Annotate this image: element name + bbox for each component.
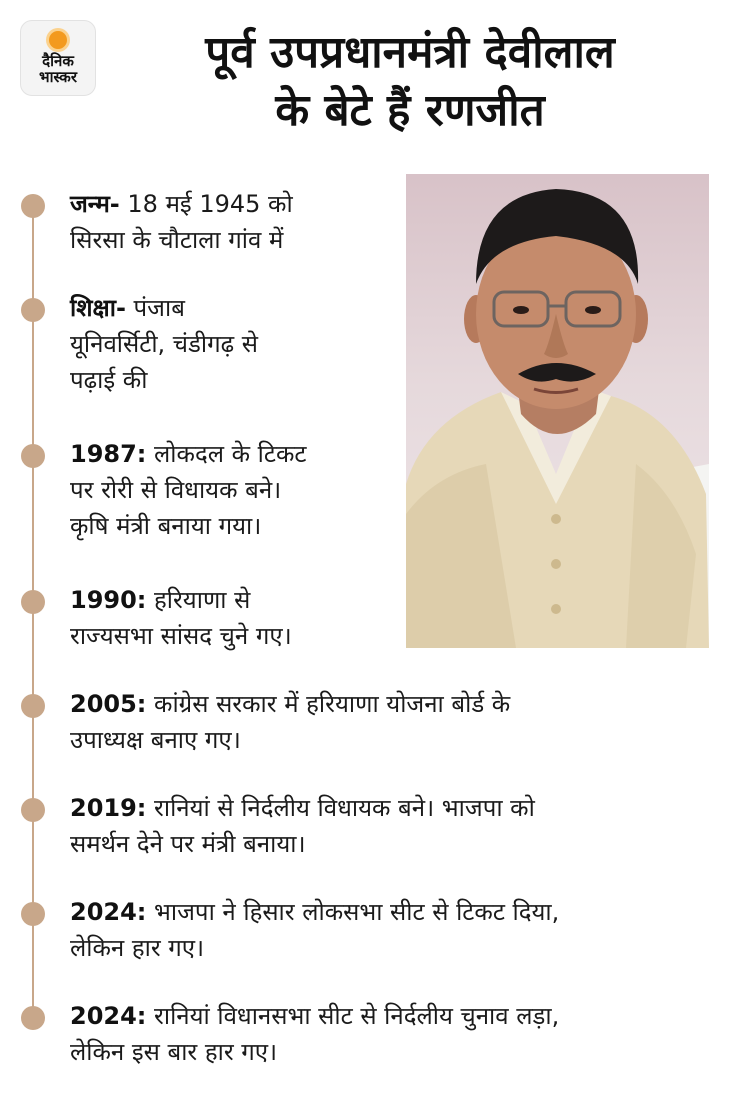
timeline-label: 1990:: [70, 586, 147, 614]
dainik-bhaskar-logo: [20, 20, 96, 96]
timeline-desc: लोकदल के टिकट: [146, 440, 307, 468]
timeline-desc-cont: यूनिवर्सिटी, चंडीगढ़ से: [70, 330, 258, 358]
portrait-photo: [406, 174, 709, 648]
timeline-dot: [21, 194, 45, 218]
timeline-label: 1987:: [70, 440, 147, 468]
timeline-desc: कांग्रेस सरकार में हरियाणा योजना बोर्ड के: [146, 690, 511, 718]
timeline-label: 2019:: [70, 794, 147, 822]
portrait-illustration: [406, 174, 709, 648]
timeline-dot: [21, 1006, 45, 1030]
timeline-text: [70, 686, 710, 758]
timeline-dot: [21, 590, 45, 614]
timeline-desc-cont: लेकिन हार गए।: [70, 934, 205, 962]
timeline-desc: हरियाणा से: [146, 586, 251, 614]
timeline-desc-cont: पढ़ाई की: [70, 366, 148, 394]
timeline-desc-cont: उपाध्यक्ष बनाए गए।: [70, 726, 241, 754]
timeline-text: [70, 894, 710, 966]
timeline-dot: [21, 298, 45, 322]
timeline-desc: 18 मई 1945 को: [119, 190, 293, 218]
title-line2: के बेटे हैं रणजीत: [275, 85, 545, 136]
timeline-desc-cont: राज्यसभा सांसद चुने गए।: [70, 622, 292, 650]
logo-text-line1: दैनिक: [42, 52, 74, 70]
timeline-dot: [21, 694, 45, 718]
timeline-desc-cont: कृषि मंत्री बनाया गया।: [70, 512, 262, 540]
timeline-label: 2024:: [70, 1002, 147, 1030]
timeline-dot: [21, 798, 45, 822]
sun-icon: [49, 31, 67, 49]
timeline-dot: [21, 902, 45, 926]
timeline-text: [70, 998, 710, 1070]
timeline-label: जन्म-: [70, 190, 120, 218]
timeline-text: [70, 186, 390, 258]
timeline-desc-cont: सिरसा के चौटाला गांव में: [70, 226, 284, 254]
timeline-desc-cont: लेकिन इस बार हार गए।: [70, 1038, 278, 1066]
timeline-desc: भाजपा ने हिसार लोकसभा सीट से टिकट दिया,: [146, 898, 560, 926]
timeline-text: [70, 582, 390, 654]
title-line1: पूर्व उपप्रधानमंत्री देवीलाल: [205, 27, 615, 78]
logo-text-line2: भास्कर: [39, 68, 77, 86]
timeline-desc: पंजाब: [125, 294, 185, 322]
page-title: [110, 24, 710, 140]
timeline-desc-cont: पर रोरी से विधायक बने।: [70, 476, 282, 504]
timeline-label: 2024:: [70, 898, 147, 926]
timeline-desc-cont: समर्थन देने पर मंत्री बनाया।: [70, 830, 306, 858]
timeline-text: [70, 790, 710, 862]
timeline-dot: [21, 444, 45, 468]
timeline-label: 2005:: [70, 690, 147, 718]
timeline-label: शिक्षा-: [70, 294, 126, 322]
timeline-text: [70, 290, 390, 398]
timeline-desc: रानियां से निर्दलीय विधायक बने। भाजपा को: [146, 794, 535, 822]
timeline-desc: रानियां विधानसभा सीट से निर्दलीय चुनाव लड़ा,: [146, 1002, 560, 1030]
timeline-text: [70, 436, 390, 544]
